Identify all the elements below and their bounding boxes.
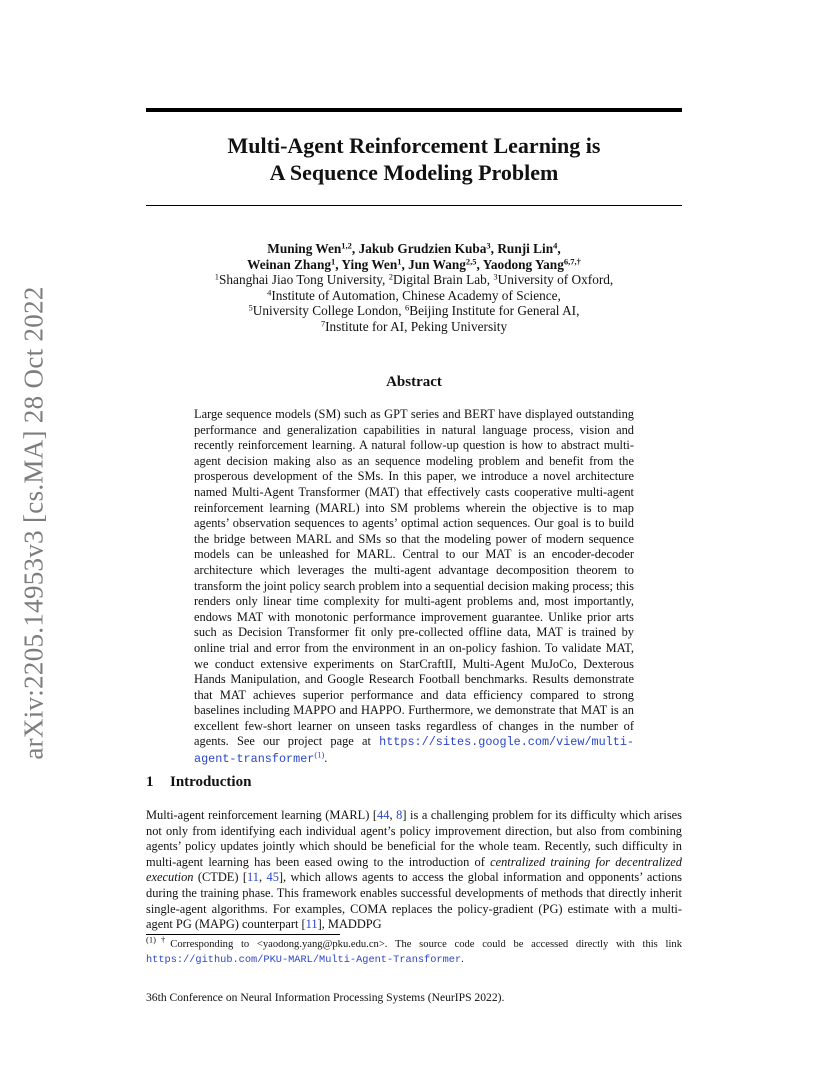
author-sup: 2,5 [465, 256, 477, 266]
abstract-heading: Abstract [386, 374, 442, 390]
author-sup: 1 [331, 256, 336, 266]
aff-sup: 6 [404, 302, 410, 313]
footnote-mark: (1)† [146, 934, 171, 945]
aff-sup: 3 [493, 271, 498, 282]
aff-sup: 1 [214, 271, 219, 282]
author-name: Jun Wang [408, 256, 466, 272]
introduction-paragraph [146, 808, 682, 933]
author-name: Yaodong Yang [482, 256, 564, 272]
aff-sup: 5 [248, 302, 253, 313]
intro-text: , [258, 870, 267, 885]
author-names-line-2: Weinan Zhang$^1$, Ying Wen$^1$, Jun Wang$^{2,5}$, Yaodong Yang$^{6,7,\dagger}$ [247, 256, 581, 272]
citation-link[interactable]: 45 [266, 870, 279, 885]
intro-italic-text: centralized training for decentralized execution [146, 854, 682, 885]
footnote [146, 934, 682, 967]
title-line-2: A Sequence Modeling Problem [269, 160, 559, 185]
conference-footer: 36th Conference on Neural Information Processing Systems (NeurIPS 2022). [146, 991, 505, 1004]
intro-text: Multi-agent reinforcement learning (MARL) [ [146, 808, 378, 822]
title-line-1: Multi-Agent Reinforcement Learning is [227, 133, 601, 158]
author-names-line-1: Muning Wen$^{1,2}$, Jakub Grudzien Kuba$^3$, Runji Lin$^4$, [267, 240, 561, 256]
author-sup: 1 [397, 256, 402, 266]
intro-text: ] is a challenging problem for its difficulty which arises not only from identifying each individual agent’s policy improvement direction, but also from combining agents’ policy updates jointly which should be beneficial for the whole team. Recently, such difficulty in multi-agent learning has been eased owing to the introduction of [146, 808, 682, 869]
affiliations-line-3 [146, 303, 682, 319]
citation-link[interactable]: 8 [396, 808, 403, 822]
author-name: Jakub Grudzien Kuba [358, 241, 487, 256]
title-top-rule [146, 108, 682, 112]
affiliations-line-4 [146, 319, 682, 335]
author-sup: 1,2 [341, 240, 352, 251]
section-number: 1 [146, 774, 154, 790]
arxiv-stamp-text[interactable]: arXiv:2205.14953v3 [cs.MA] 28 Oct 2022 [18, 285, 49, 760]
aff-sup: 7 [320, 318, 326, 328]
section-heading-introduction [146, 774, 251, 791]
aff-sup: 2 [388, 271, 393, 282]
author-sup: 4 [553, 240, 558, 251]
footnote-end: . [461, 953, 464, 965]
author-block [146, 241, 682, 334]
abstract-text: Large sequence models (SM) such as GPT series and BERT have displayed outstanding performance and generalization capabilities in natural language process, vision and recently reinforcement learning. A natural follow-up question is how to abstract multi-agent decision making also as an sequence modeling problem and benefit from the prosperous development of the SMs. In this paper, we introduce a novel architecture named Multi-Agent Transformer (MAT) that effectively casts cooperative multi-agent reinforcement learning (MARL) into SM problems wherein the objective is to map agents’ observation sequences to agents’ optimal action sequences. Our goal is to build the bridge between MARL and SMs so that the modeling power of modern sequence models can be unleashed for MARL. Central to our MAT is an encoder-decoder architecture which leverages the multi-agent advantage decomposition theorem to transform the joint policy search problem into a sequential decision making process; this renders only linear time complexity for multi-agent problems and, most importantly, endows MAT with monotonic performance improvement guarantee. Unlike prior arts such as Decision Transformer fit only pre-collected offline data, MAT is trained by online trial and error from the environment in an on-policy fashion. To validate MAT, we conduct extensive experiments on StarCraftII, Multi-Agent MuJoCo, Dexterous Hands Manipulation, and Google Research Football benchmarks. Results demonstrate that MAT achieves superior performance and data efficiency compared to strong baselines including MAPPO and HAPPO. Furthermore, we demonstrate that MAT is an excellent few-short learner on unseen tasks regardless of changes in the number of agents. See our project page at [194, 407, 634, 749]
section-title: Introduction [170, 774, 252, 790]
affiliation: University College London, [252, 303, 405, 318]
affiliation: University of Oxford, [497, 272, 614, 287]
author-name: Ying Wen [341, 256, 398, 272]
aff-sup: 4 [267, 287, 272, 297]
abstract-end: . [324, 751, 328, 766]
arxiv-stamp [20, 285, 48, 760]
author-sup: 6,7,† [563, 256, 581, 266]
intro-text: ], MADDPG [317, 917, 382, 932]
affiliation: Institute of Automation, Chinese Academy of Science, [271, 287, 561, 303]
affiliations-line-2 [146, 288, 682, 304]
title-bottom-rule [146, 205, 682, 206]
author-name: Muning Wen [267, 241, 342, 256]
footnote-ref-link[interactable]: (1) [314, 749, 325, 760]
affiliation: Beijing Institute for General AI, [409, 303, 580, 318]
affiliations-line-1 [146, 272, 682, 288]
project-page-link[interactable]: https://sites.google.com/view/multi-agent-transformer [194, 735, 634, 767]
author-sup: 3 [486, 240, 491, 251]
author-name: Weinan Zhang [247, 256, 332, 272]
citation-link[interactable]: 11 [247, 870, 259, 885]
affiliation: Digital Brain Lab, [392, 272, 494, 287]
affiliation: Shanghai Jiao Tong University, [219, 272, 389, 287]
paper-title [146, 132, 682, 186]
intro-text: ], which allows agents to access the global information and opponents’ actions during the training phase. This framework enables successful developments of methods that directly inherit single-agent algorithms. For examples, COMA replaces the policy-gradient (PG) estimate with a multi-agent PG (MAPG) counterpart [ [146, 870, 682, 932]
author-name: Runji Lin [497, 241, 554, 256]
intro-text: , [389, 808, 397, 822]
citation-link[interactable]: 11 [305, 917, 318, 932]
source-code-link[interactable]: https://github.com/PKU-MARL/Multi-Agent-Transformer [146, 953, 462, 966]
intro-text: (CTDE) [ [193, 870, 248, 885]
citation-link[interactable]: 44 [377, 808, 390, 822]
footnote-text: Corresponding to <yaodong.yang@pku.edu.cn>. The source code could be accessed directly with this link [170, 939, 682, 950]
abstract-body [194, 407, 634, 768]
affiliation: Institute for AI, Peking University [325, 318, 508, 334]
footnote-rule [146, 934, 340, 935]
